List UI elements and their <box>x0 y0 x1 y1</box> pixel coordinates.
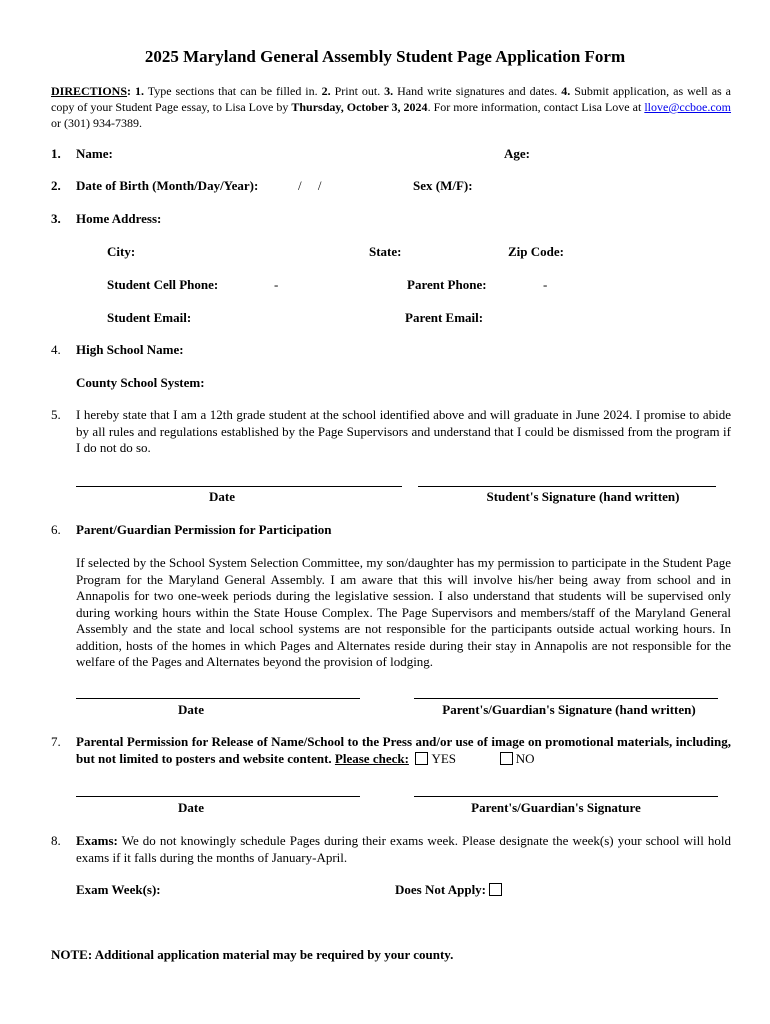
date-caption: Date <box>178 702 204 717</box>
exams-label: Exams: <box>76 833 118 848</box>
school-field[interactable] <box>194 340 694 358</box>
parent-permission-heading: Parent/Guardian Permission for Participation <box>76 522 332 537</box>
address-field[interactable] <box>172 209 672 227</box>
step-number: 4. <box>561 84 571 98</box>
item-number: 5. <box>51 407 61 422</box>
county-field[interactable] <box>216 373 696 391</box>
parent-phone-field[interactable]: - <box>543 277 548 292</box>
name-field[interactable] <box>120 144 490 162</box>
parent-signature-caption: Parent's/Guardian's Signature (hand written) <box>442 702 696 717</box>
exam-week-label: Exam Week(s): <box>76 882 161 897</box>
age-label: Age: <box>504 146 530 161</box>
age-field[interactable] <box>536 144 656 162</box>
step-text: Submit application, as well as a copy of your Student Page essay, to Lisa Love by <box>51 84 732 114</box>
zip-label: Zip Code: <box>508 244 564 259</box>
state-label: State: <box>369 244 402 259</box>
step-text: . For more information, contact Lisa Love at <box>427 100 645 114</box>
step-text: or (301) 934-7389. <box>51 116 142 130</box>
date-caption: Date <box>178 800 204 815</box>
please-check-label: Please check: <box>334 750 409 766</box>
student-email-field[interactable] <box>200 308 390 326</box>
exam-week-field[interactable] <box>170 880 380 898</box>
parent-signature-line[interactable] <box>414 796 718 797</box>
press-permission-text: Parental Permission for Release of Name/School to the Press and/or use of image on promotional materials, including, but not limited to posters and website content. <box>76 734 731 766</box>
directions-block: DIRECTIONS: 1. Type sections that can be filled in. 2. Print out. 3. Hand write signatures and dates. 4. Submit application, as well as a copy of your Student Page essay, to Lisa Love by Thursday, October 3, 2024. For more information, contact Lisa Love at llove@ccboe.com or (301) 934-7389. <box>51 84 732 130</box>
item-number: 8. <box>51 833 61 848</box>
does-not-apply-label <box>395 882 502 899</box>
parent-signature-caption: Parent's/Guardian's Signature <box>471 800 641 815</box>
student-signature-line[interactable] <box>418 486 716 487</box>
step-text: Hand write signatures and dates. <box>393 84 562 98</box>
dob-field[interactable]: / / <box>298 178 322 193</box>
school-label: High School Name: <box>76 342 184 357</box>
deadline: Thursday, October 3, 2024 <box>291 100 428 114</box>
no-label: NO <box>515 750 535 766</box>
yes-checkbox[interactable] <box>415 752 428 765</box>
student-email-label: Student Email: <box>107 310 192 325</box>
does-not-apply-text: Does Not Apply: <box>395 882 487 897</box>
date-caption: Date <box>209 489 235 504</box>
step-number: 2. <box>321 84 331 98</box>
item-number: 6. <box>51 522 61 537</box>
date-line[interactable] <box>76 486 402 487</box>
name-label: Name: <box>76 146 113 161</box>
step-number: 3. <box>384 84 394 98</box>
form-title: 2025 Maryland General Assembly Student Page Application Form <box>144 47 626 66</box>
footer-note: NOTE: Additional application material may be required by your county. <box>51 947 454 962</box>
step-number: 1. <box>135 84 144 98</box>
date-line[interactable] <box>76 796 360 797</box>
contact-email-link[interactable]: llove@ccboe.com <box>644 100 732 114</box>
step-text: Print out. <box>330 84 385 98</box>
date-line[interactable] <box>76 698 360 699</box>
item-number: 1. <box>51 146 61 161</box>
state-field[interactable] <box>408 242 498 260</box>
step-text: Type sections that can be filled in. <box>144 84 322 98</box>
yes-label: YES <box>431 750 456 766</box>
dob-label: Date of Birth (Month/Day/Year): <box>76 178 259 193</box>
city-label: City: <box>107 244 136 259</box>
item-number: 2. <box>51 178 61 193</box>
address-label: Home Address: <box>76 211 162 226</box>
city-field[interactable] <box>140 242 360 260</box>
county-label: County School System: <box>76 375 205 390</box>
item-number: 7. <box>51 734 61 749</box>
exams-text <box>76 833 731 866</box>
zip-field[interactable] <box>570 242 710 260</box>
does-not-apply-checkbox[interactable] <box>489 883 502 896</box>
student-statement: I hereby state that I am a 12th grade student at the school identified above and will graduate in June 2024. I promise to abide by all rules and regulations established by the Page Supervisors and understand that I could be dismissed from the program if I do not do so. <box>76 407 731 455</box>
parent-email-label: Parent Email: <box>405 310 484 325</box>
student-signature-caption: Student's Signature (hand written) <box>486 489 680 504</box>
press-permission <box>76 734 731 767</box>
parent-email-field[interactable] <box>492 308 712 326</box>
sex-label: Sex (M/F): <box>413 178 473 193</box>
sex-field[interactable] <box>480 176 600 194</box>
parent-signature-line[interactable] <box>414 698 718 699</box>
student-phone-label: Student Cell Phone: <box>107 277 219 292</box>
directions-label: DIRECTIONS <box>51 84 128 98</box>
item-number: 4. <box>51 342 61 357</box>
exams-description: We do not knowingly schedule Pages during their exams week. Please designate the week(s) your school will hold exams if it falls during the months of January-April. <box>76 833 731 865</box>
student-phone-field[interactable]: - <box>274 277 279 292</box>
parent-permission-text: If selected by the School System Selection Committee, my son/daughter has my permission to participate in the Student Page Program for the Maryland General Assembly. I am aware that this will involve his/her being away from school and in Annapolis for two one-week periods during the legislative session. I also understand that students will be supervised only during working hours within the State House Complex. The Page Supervisors and members/staff of the Maryland General Assembly and the state and local school systems are not responsible for the participants outside actual working hours. In addition, hosts of the homes in which Pages and Alternates reside during their stay in Annapolis are not responsible for the welfare of the Pages and Alternates beyond the provision of lodging. <box>76 555 731 669</box>
item-number: 3. <box>51 211 61 226</box>
parent-phone-label: Parent Phone: <box>407 277 487 292</box>
no-checkbox[interactable] <box>500 752 513 765</box>
